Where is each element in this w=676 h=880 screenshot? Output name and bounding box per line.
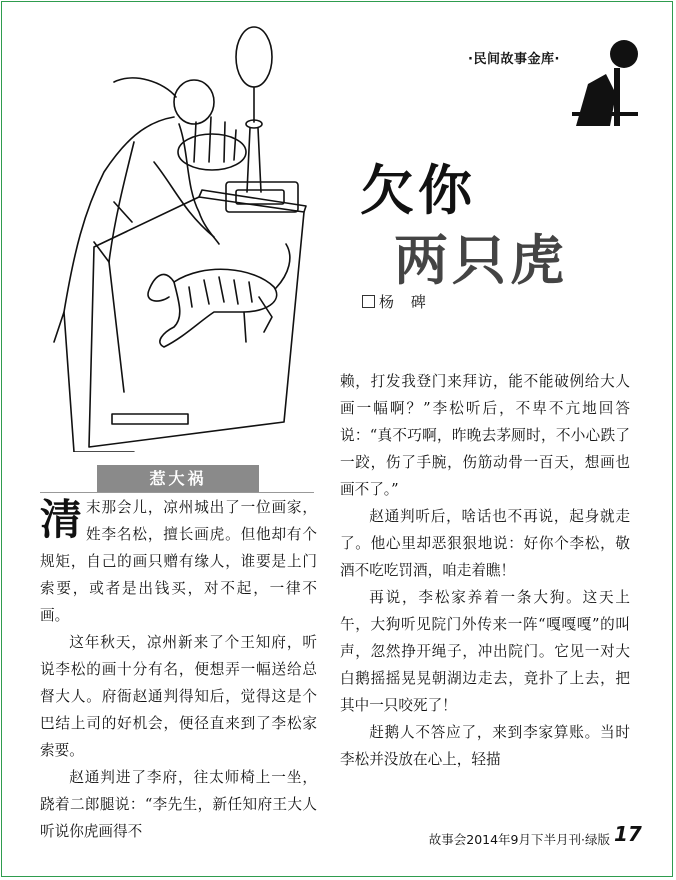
left-column [40, 494, 317, 845]
painter-illustration [14, 12, 314, 452]
paragraph: 赵通判听后，啥话也不再说，起身就走了。他心里却恶狠狠地说：好你个李松，敬酒不吃吃罚酒，咱走着瞧！ [340, 508, 630, 579]
paragraph: 赶鹅人不答应了，来到李家算账。当时李松并没放在心上，轻描 [340, 724, 630, 768]
byline [362, 291, 432, 312]
paragraph: 末那会儿，凉州城出了一位画家，姓李名松，擅长画虎。但他却有个规矩，自己的画只赠有缘人，谁要是上门索要，或者是出钱买，对不起，一律不画。 [40, 499, 317, 624]
drop-cap: 清 [40, 495, 83, 544]
section-rule [40, 492, 314, 493]
section-heading: 惹大祸 [97, 465, 259, 493]
scholar-vignette-icon [566, 34, 642, 126]
paragraph: 再说，李松家养着一条大狗。这天上午，大狗听见院门外传来一阵“嘎嘎嘎”的叫声，忽然挣开绳子，冲出院门。它见一对大白鹅摇摇晃晃朝湖边走去，竟扑了上去，把其中一只咬死了！ [340, 589, 630, 714]
article-title-line-1: 欠你 [360, 159, 476, 222]
column-label: ·民间故事金库· [468, 52, 560, 67]
square-bullet-icon [362, 295, 375, 308]
article-title-line-2: 两只虎 [394, 229, 568, 292]
page-number: 17 [614, 822, 642, 846]
paragraph: 赵通判进了李府，往太师椅上一坐，跷着二郎腿说：“李先生，新任知府王大人听说你虎画得不 [40, 769, 317, 840]
paragraph: 这年秋天，凉州新来了个王知府，听说李松的画十分有名，便想弄一幅送给总督大人。府衙赵通判得知后，觉得这是个巴结上司的好机会，便径直来到了李松家索要。 [40, 634, 317, 759]
author-name: 杨 碑 [379, 293, 432, 311]
paragraph: 赖，打发我登门来拜访，能不能破例给大人画一幅啊？”李松听后，不卑不亢地回答说：“真不巧啊，昨晚去茅厕时，不小心跌了一跤，伤了手腕，伤筋动骨一百天，想画也画不了。” [340, 373, 630, 498]
right-column [340, 368, 630, 773]
publication-footer: 故事会2014年9月下半月刊·绿版 [428, 832, 610, 847]
